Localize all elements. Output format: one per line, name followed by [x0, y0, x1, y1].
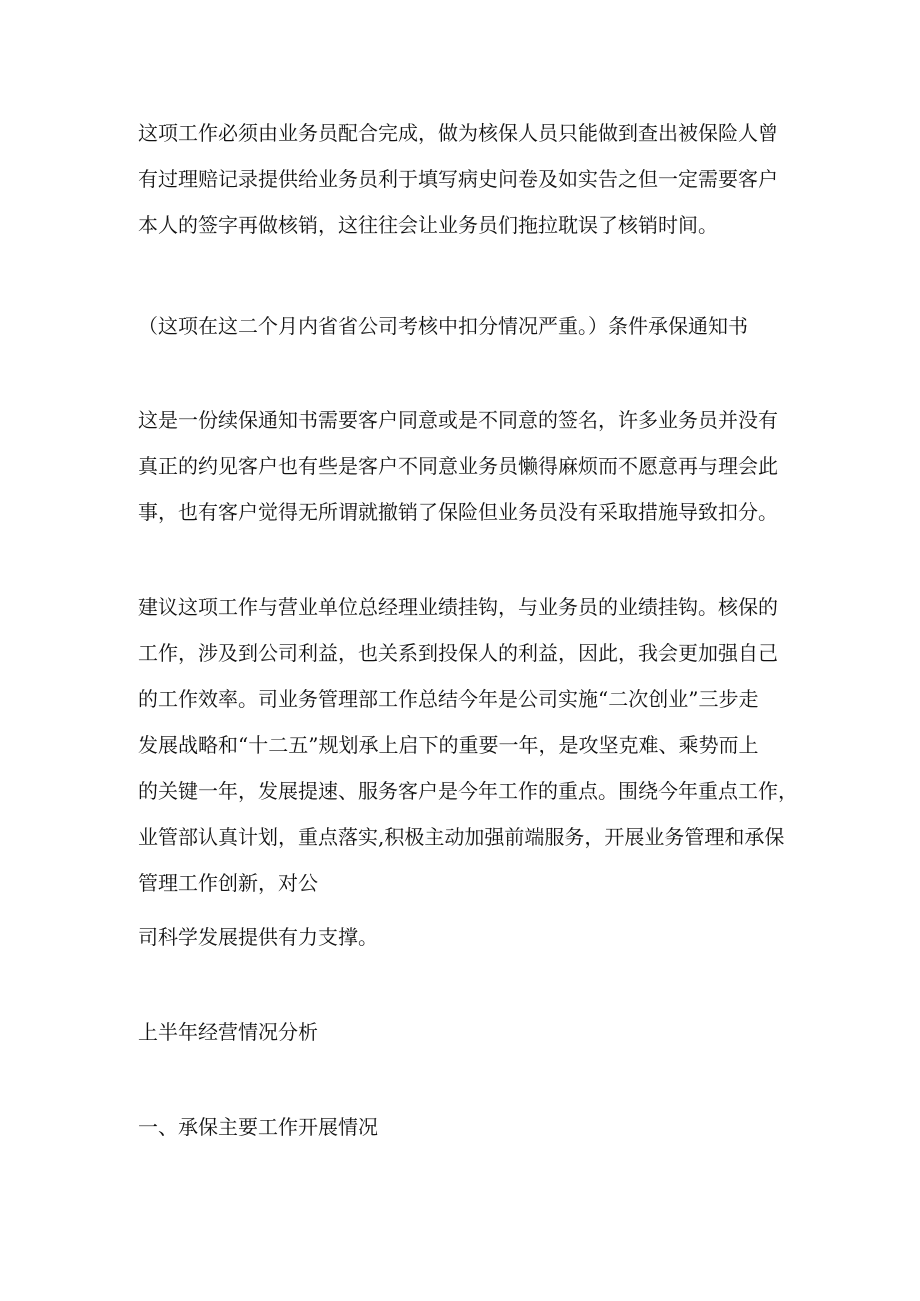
- text-line: 业管部认真计划，重点落实,积极主动加强前端服务，开展业务管理和承保: [138, 825, 785, 849]
- section-heading-half-year-analysis: [138, 1009, 798, 1055]
- paragraph-renewal-notice: [138, 397, 798, 535]
- text-line: 真正的约见客户也有些是客户不同意业务员懒得麻烦而不愿意再与理会此: [138, 454, 778, 478]
- paragraph-suggestion-and-summary: [138, 584, 798, 906]
- text-line: （这项在这二个月内省省公司考核中扣分情况严重。）条件承保通知书: [138, 314, 748, 338]
- text-line: 事，也有客户觉得无所谓就撤销了保险但业务员没有采取措施导致扣分。: [138, 500, 778, 524]
- text-line: 发展战略和“十二五”规划承上启下的重要一年，是攻坚克难、乘势而上: [138, 733, 759, 757]
- text-line: 有过理赔记录提供给业务员利于填写病史问卷及如实告之但一定需要客户: [138, 167, 778, 191]
- paragraph-conditional-notice-heading: [138, 303, 798, 349]
- text-line: 管理工作创新，对公: [138, 871, 318, 895]
- text-line: 司科学发展提供有力支撑。: [138, 925, 378, 949]
- paragraph-continuation: [138, 914, 798, 960]
- heading-text: 上半年经营情况分析: [138, 1020, 318, 1044]
- text-line: 的工作效率。司业务管理部工作总结今年是公司实施“二次创业”三步走: [138, 687, 759, 711]
- section-heading-underwriting-work: [138, 1104, 798, 1150]
- text-line: 本人的签字再做核销，这往往会让业务员们拖拉耽误了核销时间。: [138, 213, 718, 237]
- paragraph-verification-work: [138, 110, 798, 248]
- text-line: 工作，涉及到公司利益，也关系到投保人的利益，因此，我会更加强自己: [138, 641, 778, 665]
- text-line: 的关键一年，发展提速、服务客户是今年工作的重点。围绕今年重点工作，: [138, 779, 798, 803]
- text-line: 建议这项工作与营业单位总经理业绩挂钩，与业务员的业绩挂钩。核保的: [138, 595, 778, 619]
- heading-text: 一、承保主要工作开展情况: [138, 1115, 378, 1139]
- text-line: 这是一份续保通知书需要客户同意或是不同意的签名，许多业务员并没有: [138, 408, 778, 432]
- text-line: 这项工作必须由业务员配合完成，做为核保人员只能做到查出被保险人曾: [138, 121, 778, 145]
